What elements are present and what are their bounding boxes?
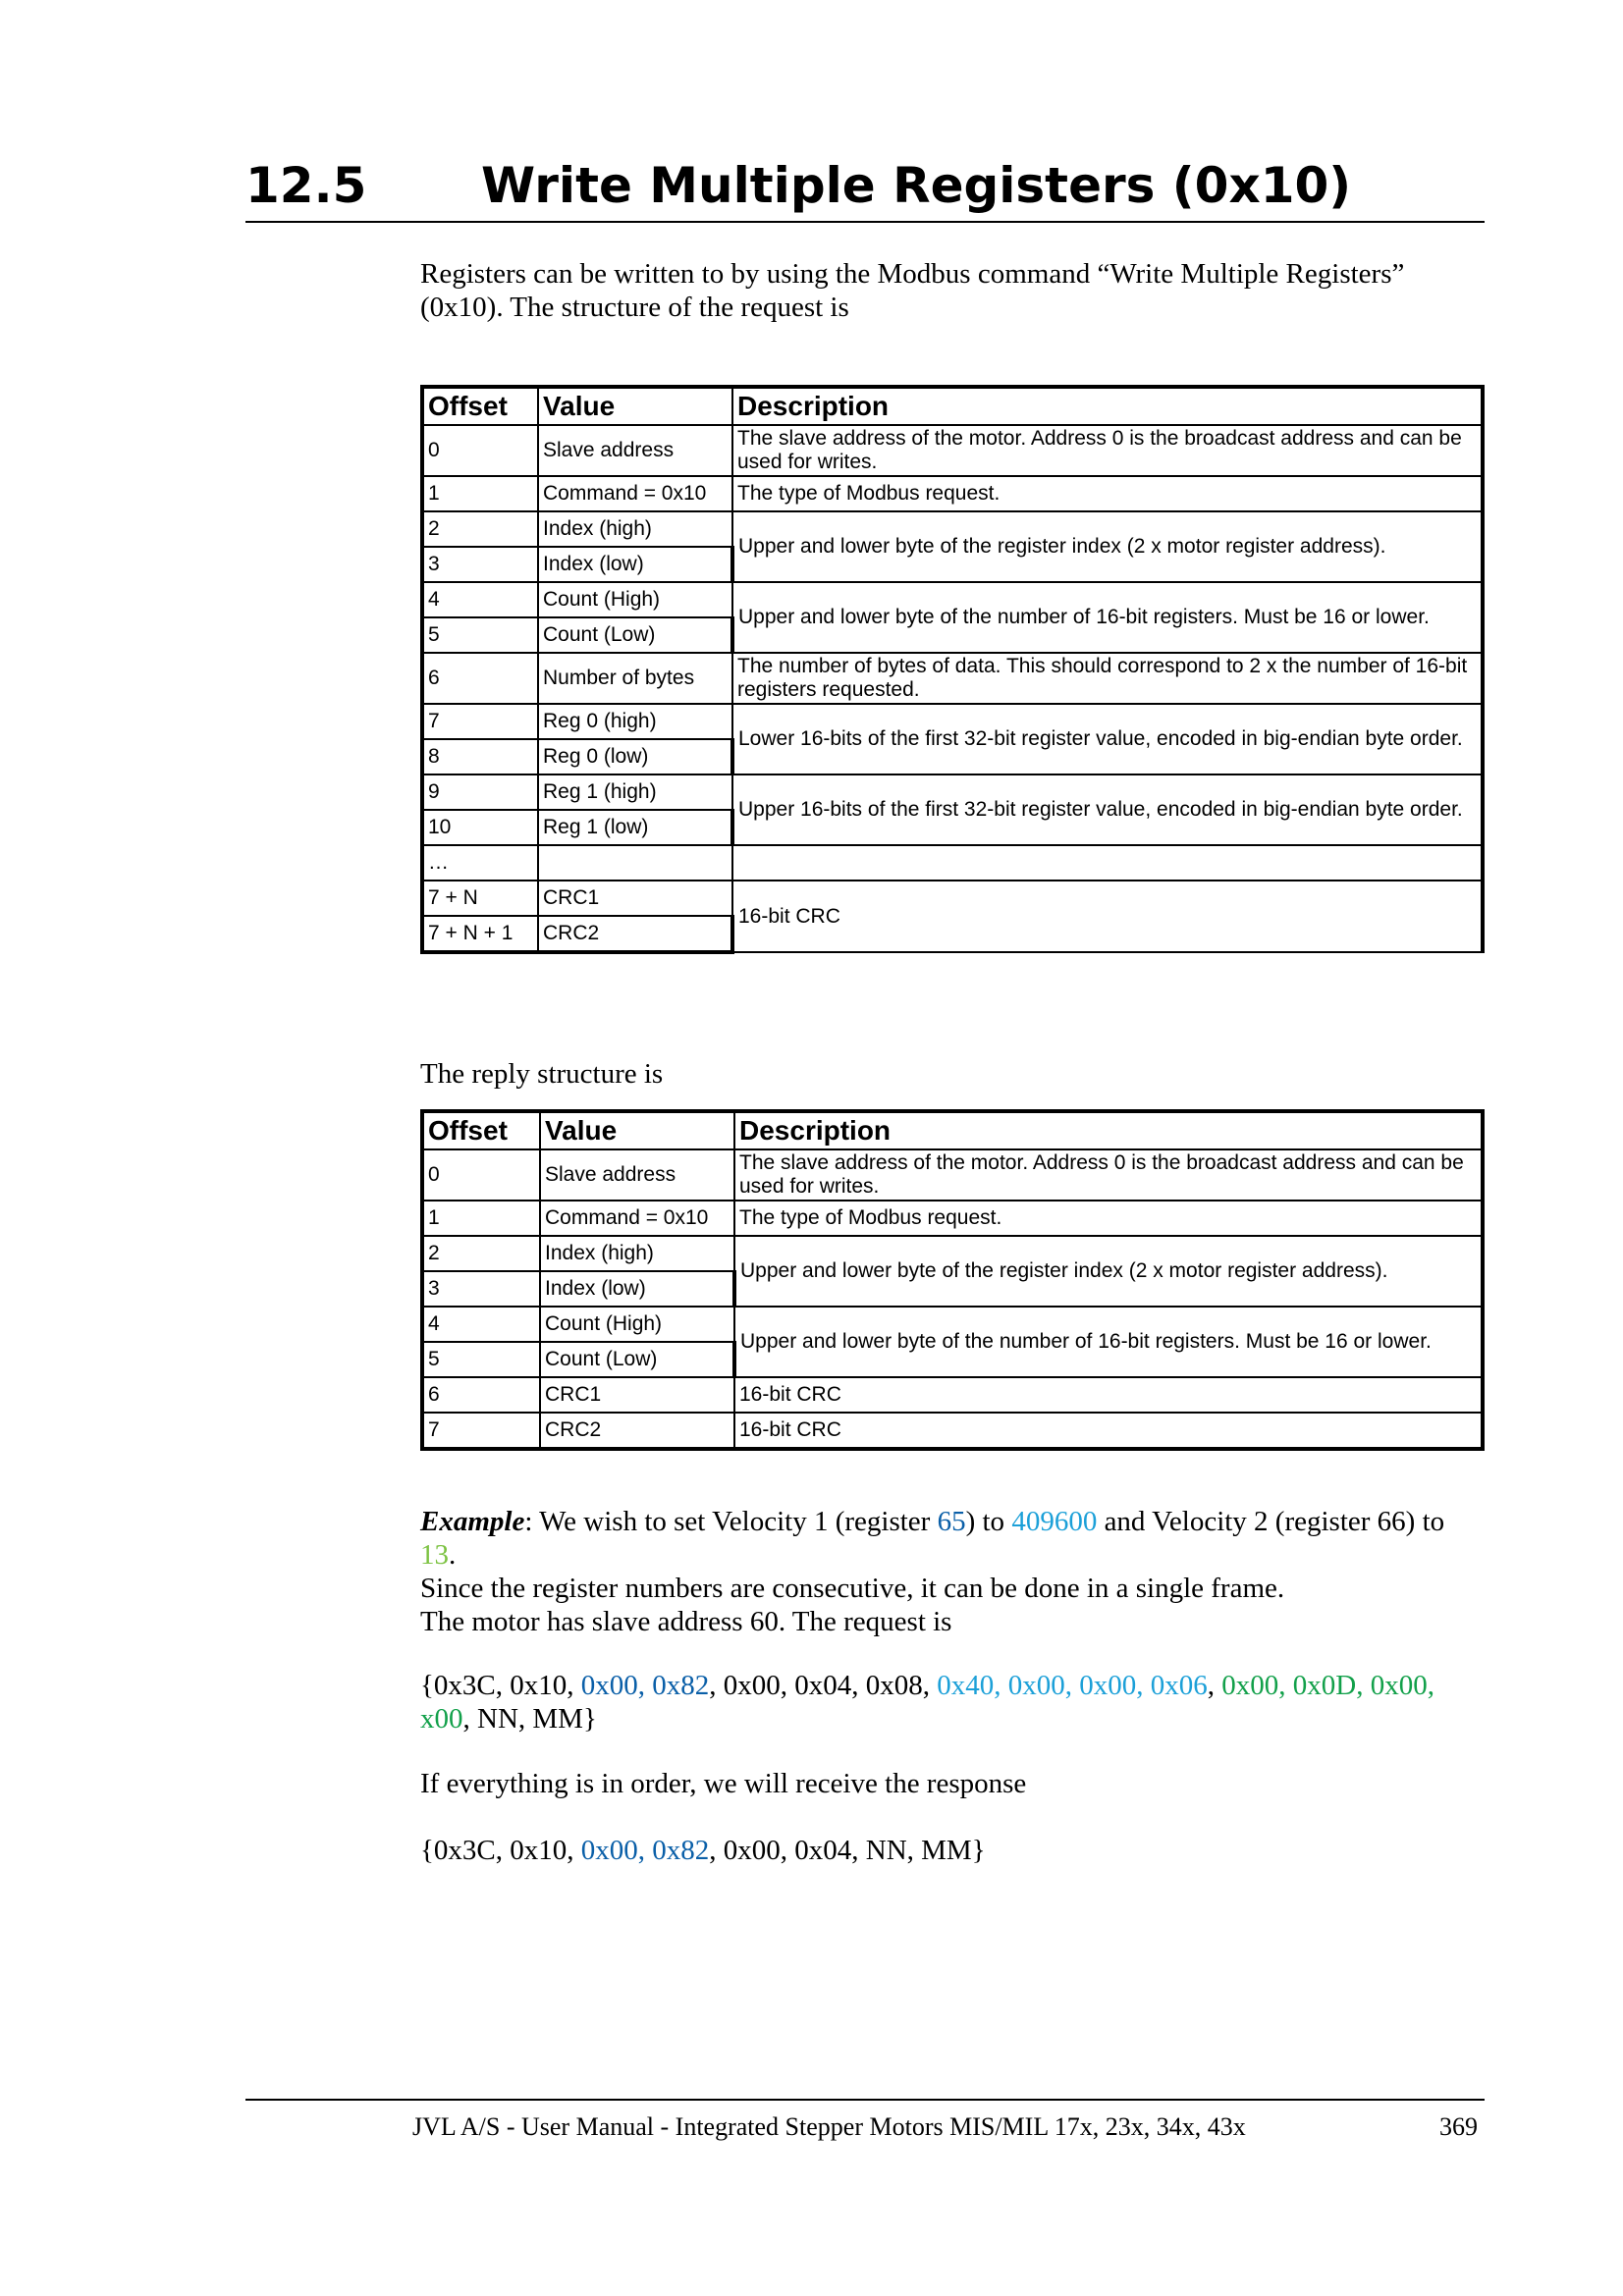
table-row [422,1377,1483,1413]
value-cell: Slave address [540,1149,734,1201]
register-number: 65 [937,1506,966,1537]
offset-cell: 5 [422,617,538,653]
value-cell: Index (high) [538,511,732,547]
frame-index-bytes: 0x00, 0x82 [580,1670,710,1701]
table-header-row [422,1111,1483,1149]
description-cell: 16-bit CRC [734,1377,1483,1413]
footer-text: JVL A/S - User Manual - Integrated Stepper Motors MIS/MIL 17x, 23x, 34x, 43x [412,2112,1246,2141]
section-number: 12.5 [245,157,367,214]
value-cell: Index (low) [538,547,732,582]
value-cell: Count (Low) [538,617,732,653]
response-frame [420,1834,1485,1867]
table-row [422,774,1483,810]
offset-cell: 4 [422,1307,540,1342]
table-row [422,1307,1483,1342]
example-text: ) to [965,1506,1012,1537]
offset-cell: 7 [422,704,538,739]
value-cell: CRC2 [540,1413,734,1449]
footer-rule [245,2099,1485,2101]
frame-part: , [1207,1670,1222,1701]
page-number: 369 [1439,2112,1478,2141]
offset-cell: 3 [422,547,538,582]
value-cell: Count (Low) [540,1342,734,1377]
example-text: . [449,1539,457,1571]
example-text: : We wish to set Velocity 1 (register [524,1506,938,1537]
reply-intro: The reply structure is [420,1058,664,1090]
description-cell [732,845,1483,881]
value-cell: Reg 1 (low) [538,810,732,845]
header-description: Description [732,387,1483,425]
intro-paragraph: Registers can be written to by using the Modbus command “Write Multiple Registers” (0x10). The structure of the request is [420,258,1405,323]
offset-cell: 4 [422,582,538,617]
response-intro: If everything is in order, we will receive the response [420,1768,1027,1799]
offset-cell: 7 + N [422,881,538,916]
frame-part: {0x3C, 0x10, [420,1835,581,1866]
value-cell: CRC1 [540,1377,734,1413]
offset-cell: 9 [422,774,538,810]
table-row [422,425,1483,476]
value-cell: Reg 0 (low) [538,739,732,774]
example-text: and Velocity 2 (register 66) to [1097,1506,1445,1537]
description-cell: 16-bit CRC [734,1413,1483,1449]
header-offset: Offset [422,387,538,425]
frame-index-bytes: 0x00, 0x82 [580,1835,710,1866]
offset-cell: 3 [422,1271,540,1307]
description-cell: Upper 16-bits of the first 32-bit register value, encoded in big-endian byte order. [732,774,1483,845]
header-value: Value [540,1111,734,1149]
request-table [420,385,1485,954]
description-cell: The number of bytes of data. This should correspond to 2 x the number of 16-bit registers requested. [732,653,1483,704]
value-cell: Count (High) [538,582,732,617]
frame-part: {0x3C, 0x10, [420,1670,581,1701]
section-heading [245,157,1485,226]
frame-part: , 0x00, 0x04, NN, MM} [709,1835,986,1866]
table-row [422,1413,1483,1449]
header-offset: Offset [422,1111,540,1149]
table-row [422,704,1483,739]
example-paragraph [420,1505,1485,1638]
table-row [422,653,1483,704]
table-row [422,1149,1483,1201]
header-value: Value [538,387,732,425]
description-cell: Upper and lower byte of the number of 16-bit registers. Must be 16 or lower. [734,1307,1483,1377]
table-row [422,1236,1483,1271]
offset-cell: 2 [422,1236,540,1271]
offset-cell: 10 [422,810,538,845]
reply-table [420,1109,1485,1451]
heading-rule [245,221,1485,223]
velocity1-value: 409600 [1011,1506,1098,1537]
offset-cell: 8 [422,739,538,774]
description-cell: Upper and lower byte of the number of 16-bit registers. Must be 16 or lower. [732,582,1483,653]
offset-cell: 7 [422,1413,540,1449]
frame-velocity1-bytes: 0x40, 0x00, 0x00, 0x06 [937,1670,1208,1701]
offset-cell: 0 [422,425,538,476]
description-cell: 16-bit CRC [732,881,1483,952]
description-cell: Upper and lower byte of the register index (2 x motor register address). [732,511,1483,582]
offset-cell: 6 [422,653,538,704]
table-header-row [422,387,1483,425]
description-cell: The type of Modbus request. [734,1201,1483,1236]
table-row [422,476,1483,511]
table-row [422,845,1483,881]
request-frame [420,1669,1485,1735]
table-row [422,511,1483,547]
example-label: Example [420,1506,525,1537]
value-cell: Slave address [538,425,732,476]
offset-cell: 7 + N + 1 [422,916,538,952]
offset-cell: 1 [422,476,538,511]
value-cell [538,845,732,881]
example-line: Since the register numbers are consecutive, it can be done in a single frame. [420,1573,1285,1604]
frame-part: , 0x00, 0x04, 0x08, [709,1670,938,1701]
value-cell: Count (High) [540,1307,734,1342]
table-row [422,881,1483,916]
value-cell: Index (low) [540,1271,734,1307]
frame-part: , NN, MM} [462,1703,597,1735]
value-cell: CRC1 [538,881,732,916]
header-description: Description [734,1111,1483,1149]
description-cell: The type of Modbus request. [732,476,1483,511]
offset-cell: 6 [422,1377,540,1413]
description-cell: Lower 16-bits of the first 32-bit register value, encoded in big-endian byte order. [732,704,1483,774]
description-cell: Upper and lower byte of the register index (2 x motor register address). [734,1236,1483,1307]
value-cell: Number of bytes [538,653,732,704]
value-cell: CRC2 [538,916,732,952]
table-row [422,582,1483,617]
offset-cell: … [422,845,538,881]
value-cell: Command = 0x10 [538,476,732,511]
value-cell: Reg 0 (high) [538,704,732,739]
value-cell: Reg 1 (high) [538,774,732,810]
offset-cell: 0 [422,1149,540,1201]
example-line: The motor has slave address 60. The request is [420,1606,952,1637]
value-cell: Index (high) [540,1236,734,1271]
offset-cell: 2 [422,511,538,547]
table-row [422,1201,1483,1236]
offset-cell: 1 [422,1201,540,1236]
value-cell: Command = 0x10 [540,1201,734,1236]
description-cell: The slave address of the motor. Address 0 is the broadcast address and can be used for writes. [734,1149,1483,1201]
description-cell: The slave address of the motor. Address 0 is the broadcast address and can be used for writes. [732,425,1483,476]
frame-velocity2-bytes: 0x00, 0x0D, 0x00, x00 [420,1670,1434,1735]
section-title: Write Multiple Registers (0x10) [481,157,1352,214]
offset-cell: 5 [422,1342,540,1377]
velocity2-value: 13 [420,1539,449,1571]
